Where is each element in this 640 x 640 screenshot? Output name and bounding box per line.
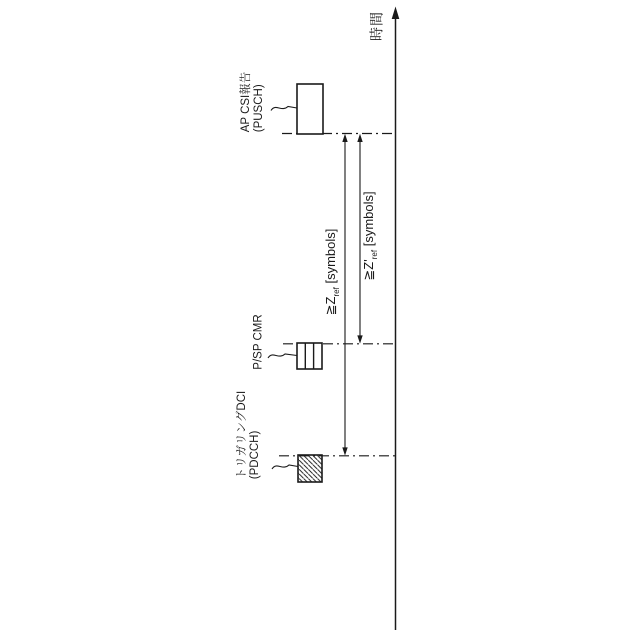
z-prime-ref-prefix: ≧Z' [361, 259, 377, 281]
z-ref-prefix: ≧Z [323, 296, 339, 316]
time-axis-label: 時間 [368, 11, 385, 41]
ap-csi-report-label [240, 72, 266, 133]
z-prime-ref-arrowhead-down-icon [357, 335, 362, 343]
squiggle-connector-cmr [268, 354, 297, 358]
triggering-dci-label [236, 391, 262, 479]
p-sp-cmr-box [297, 343, 322, 369]
z-ref-arrowhead-down-icon [342, 447, 347, 455]
z-prime-ref-label [362, 191, 382, 280]
z-ref-suffix: [symbols] [323, 228, 339, 288]
z-prime-ref-arrowhead-up-icon [357, 134, 362, 142]
z-ref-arrowhead-up-icon [342, 134, 347, 142]
triggering-dci-box [298, 455, 322, 482]
ap-csi-report-label-line1: AP CSI報告 [240, 71, 252, 133]
ap-csi-report-label-line2: (PUSCH) [253, 84, 265, 133]
ap-csi-report-box [297, 84, 323, 134]
z-prime-ref-subscript: ref [369, 249, 379, 260]
p-sp-cmr-label: P/SP CMR [252, 314, 265, 370]
z-ref-subscript: ref [331, 287, 341, 297]
triggering-dci-label-line1: トリガリングDCI [236, 390, 248, 480]
squiggle-connector-ap-csi [271, 107, 297, 111]
time-axis-arrowhead-icon [392, 7, 400, 20]
triggering-dci-label-line2: (PDCCH) [249, 430, 261, 480]
z-ref-label [324, 229, 344, 316]
z-prime-ref-suffix: [symbols] [361, 191, 377, 250]
squiggle-connector-dci [272, 465, 298, 469]
